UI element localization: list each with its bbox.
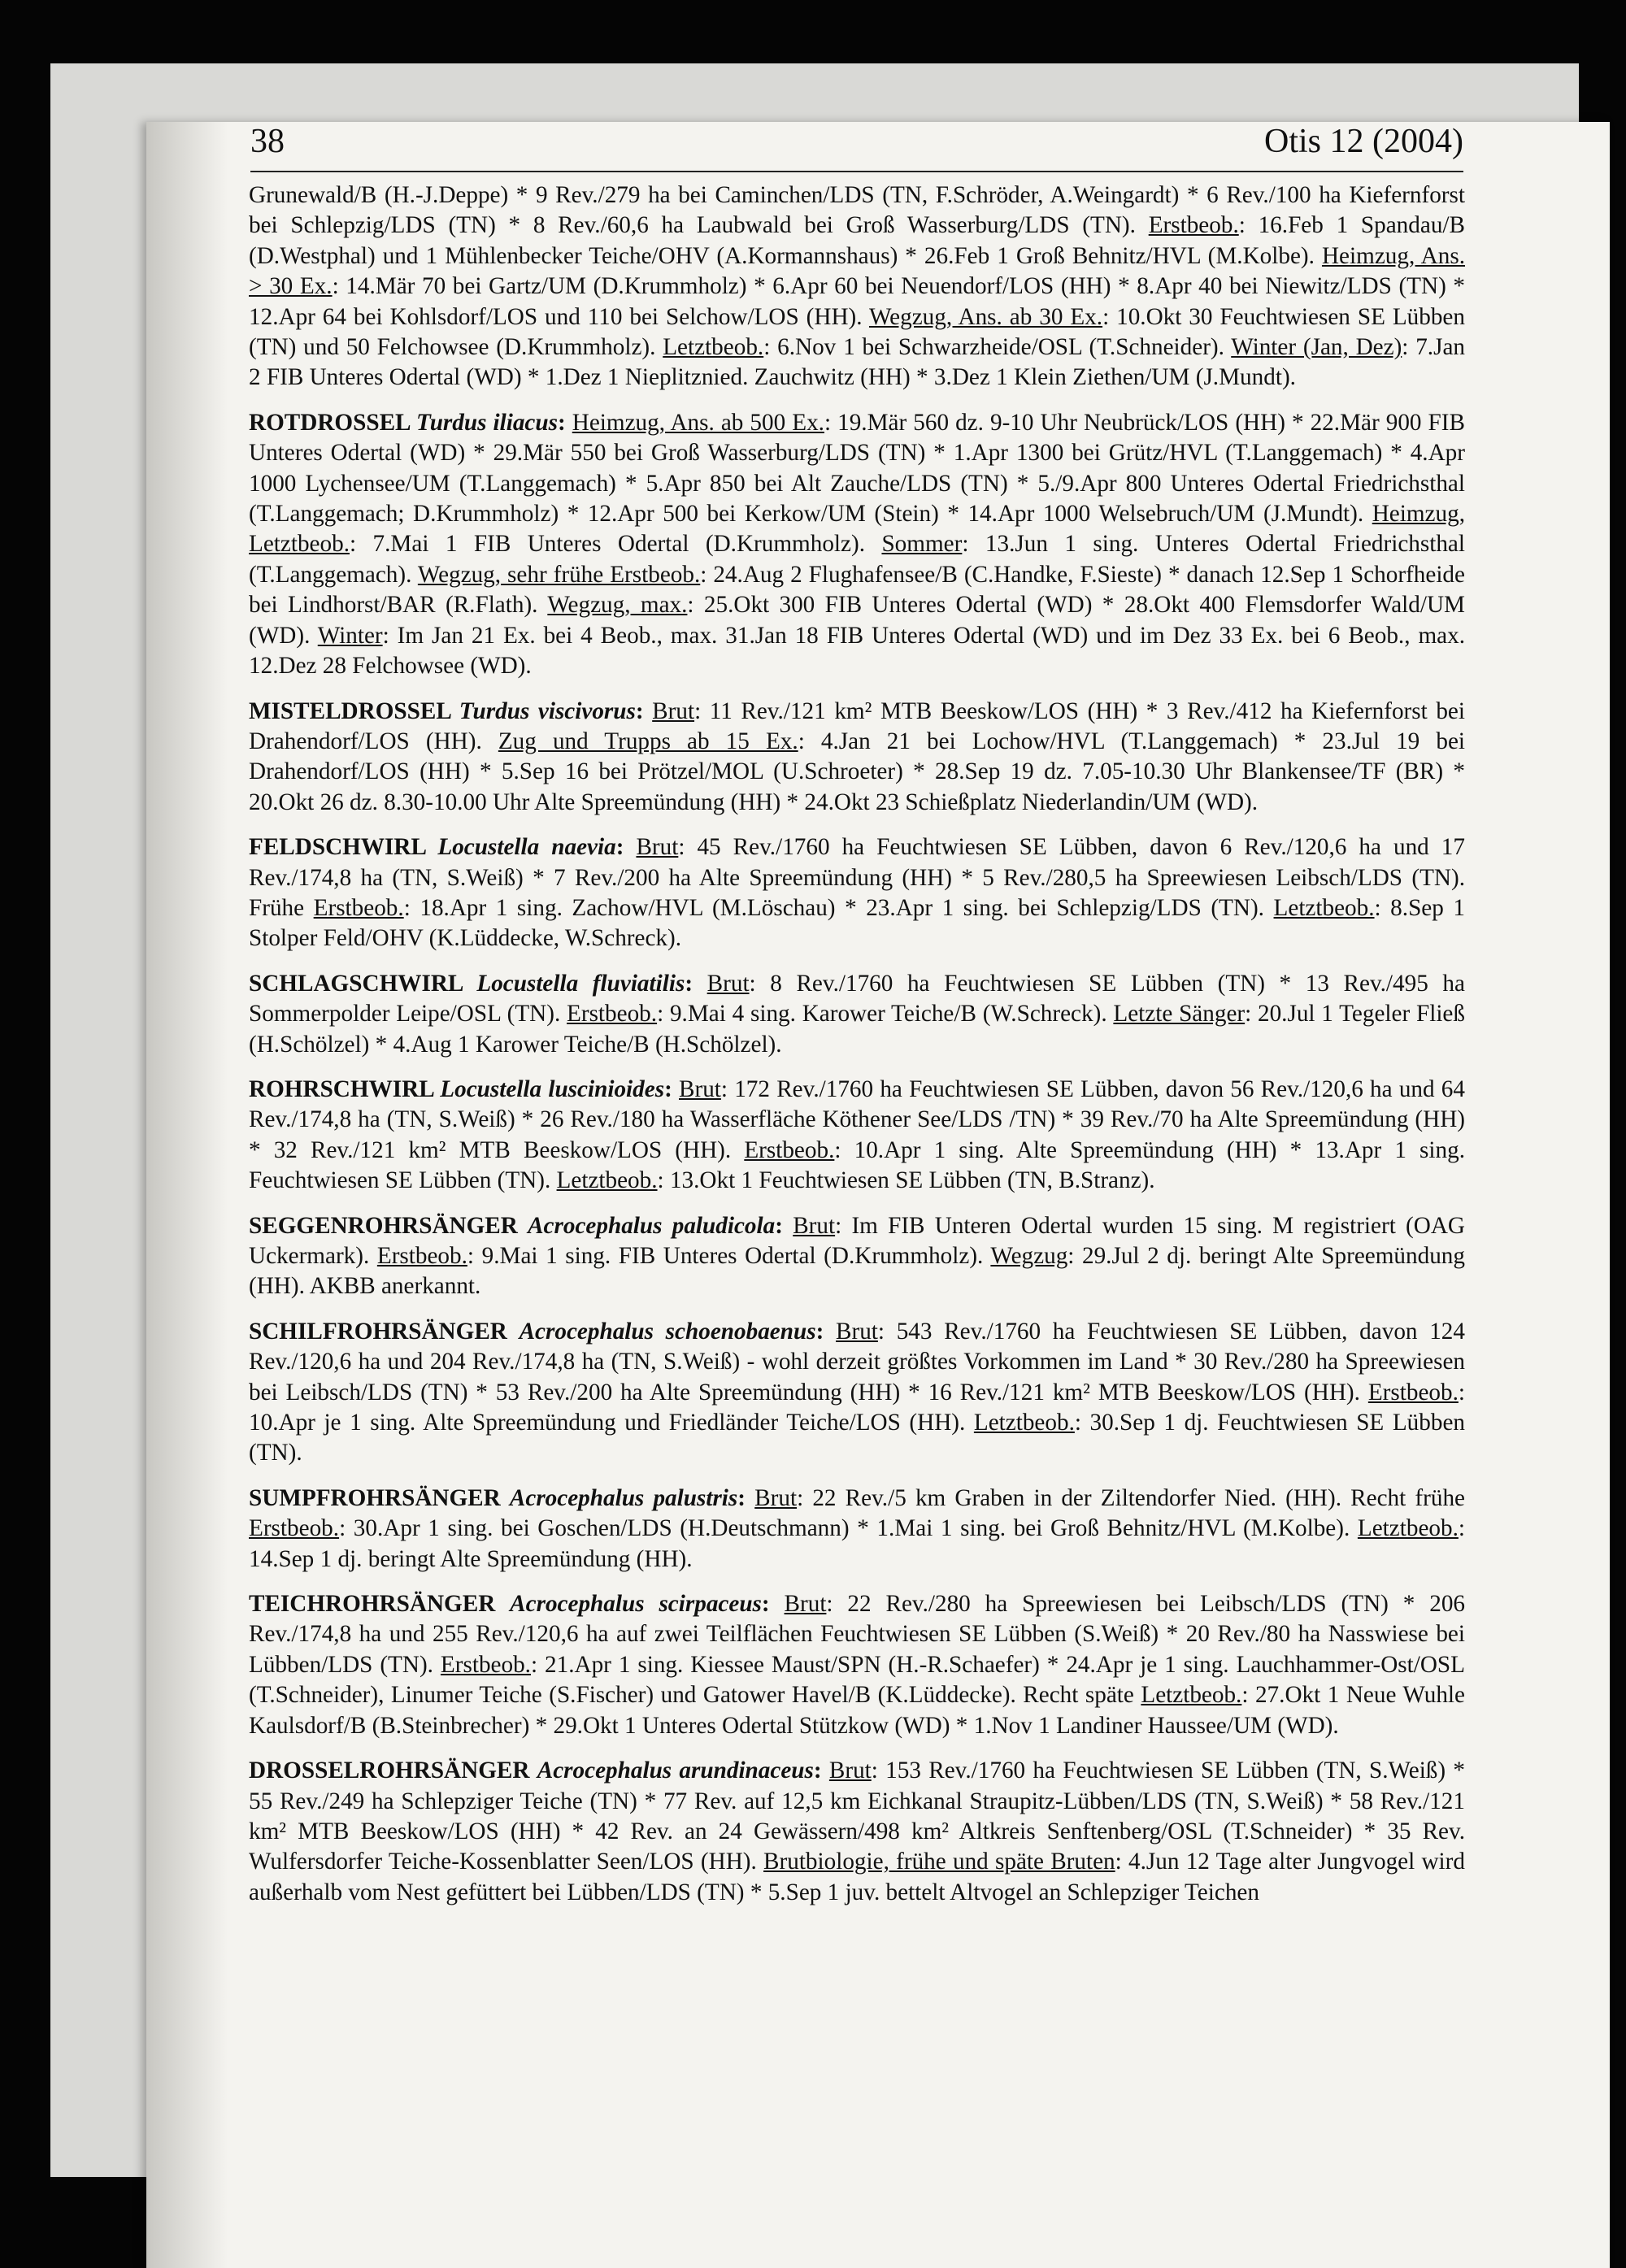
species-name: : <box>737 1484 755 1511</box>
species-name: SEGGENROHRSÄNGER <box>249 1212 528 1239</box>
section-label: Brut <box>836 1318 878 1345</box>
species-name: MISTELDROSSEL <box>249 697 459 724</box>
entry-text: : 153 Rev./1760 ha Feuchtwiesen SE Lübben (TN, S.Weiß) * 55 Rev./249 ha Schlepziger Teiche (TN) * 77 Rev. auf 12,5 km Eichkanal Straupitz-Lübben/LDS (TN, S.Weiß) * 58 Rev./121 km² MTB Beeskow/LOS (HH) * 42 Rev. an 24 Gewässern/498 km² Altkreis Senftenberg/OSL (T.Schneider) * 35 Rev. Wulfersdorfer Teiche-Kossenblatter Seen/LOS (HH). <box>249 1757 1465 1875</box>
entry-text: : 9.Mai 4 sing. Karower Teiche/B (W.Schreck). <box>657 1001 1114 1028</box>
species-entry <box>249 1211 1465 1302</box>
entry-text: : 45 Rev./1760 ha Feuchtwiesen SE Lübben, davon 6 Rev./120,6 ha und 17 Rev./174,8 ha (TN, S.Weiß) * 7 Rev./200 ha Alte Spreemündung (HH) * 5 Rev./280,5 ha Spreewiesen Leibsch/LDS (TN). Frühe <box>249 834 1465 921</box>
entry-text: : 19.Mär 560 dz. 9-10 Uhr Neubrück/LOS (HH) * 22.Mär 900 FIB Unteres Odertal (WD) * 29.Mär 550 bei Groß Wasserburg/LDS (TN) * 1.Apr 1300 bei Grütz/HVL (T.Langgemach) * 4.Apr 1000 Lychensee/UM (T.Langgemach) * 5.Apr 850 bei Alt Zauche/LDS (TN) * 5./9.Apr 800 Unteres Odertal Friedrichsthal (T.Langgemach; D.Krummholz) * 12.Apr 500 bei Kerkow/UM (Stein) * 14.Apr 1000 Welsebruch/UM (J.Mundt). <box>249 409 1465 528</box>
section-label: Brut <box>706 970 750 997</box>
species-scientific-name: Turdus iliacus <box>415 409 558 436</box>
entry-text: : Im FIB Unteren Odertal wurden 15 sing. M registriert (OAG Uckermark). <box>249 1212 1466 1269</box>
species-entry <box>249 832 1465 954</box>
species-name: ROTDROSSEL <box>249 409 416 436</box>
entry-text: : 7.Jan 2 FIB Unteres Odertal (WD) * 1.Dez 1 Nieplitznied. Zauchwitz (HH) * 3.Dez 1 Klein Ziethen/UM (J.Mundt). <box>249 334 1465 391</box>
section-label: Brut <box>828 1757 872 1784</box>
entry-text: : 30.Apr 1 sing. bei Goschen/LDS (H.Deutschmann) * 1.Mai 1 sing. bei Groß Behnitz/HVL (M.Kolbe). <box>339 1515 1358 1542</box>
entry-text: : 18.Apr 1 sing. Zachow/HVL (M.Löschau) * 23.Apr 1 sing. bei Schlepzig/LDS (TN). <box>403 894 1274 921</box>
species-scientific-name: Acrocephalus arundinaceus <box>537 1757 814 1784</box>
species-name: : <box>615 834 637 861</box>
entry-text: : Im Jan 21 Ex. bei 4 Beob., max. 31.Jan 18 FIB Unteres Odertal (WD) und im Dez 33 Ex. bei 6 Beob., max. 12.Dez 28 Felchowsee (WD). <box>249 622 1465 680</box>
section-label: Brut <box>679 1075 721 1102</box>
entry-text: : 14.Mär 70 bei Gartz/UM (D.Krummholz) * 6.Apr 60 bei Neuendorf/LOS (HH) * 8.Apr 40 bei Niewitz/LDS (TN) * 12.Apr 64 bei Kohlsdorf/LOS und 110 bei Selchow/LOS (HH). <box>249 273 1465 330</box>
section-label: Heimzug, Letztbeob. <box>249 501 1465 558</box>
species-entry <box>249 1756 1465 1908</box>
entry-text: : 25.Okt 300 FIB Unteres Odertal (WD) * 28.Okt 400 Flemsdorfer Wald/UM (WD). <box>249 592 1465 649</box>
species-name: TEICHROHRSÄNGER <box>249 1591 511 1618</box>
species-scientific-name: Locustella naevia <box>437 834 616 861</box>
section-label: Brut <box>784 1591 827 1618</box>
species-entry <box>249 180 1465 393</box>
entry-text: : 22 Rev./5 km Graben in der Ziltendorfer Nied. (HH). Recht frühe <box>797 1484 1465 1511</box>
section-label: Erstbeob. <box>440 1651 531 1678</box>
entry-text: : 10.Apr 1 sing. Alte Spreemündung (HH) * 13.Apr 1 sing. Feuchtwiesen SE Lübben (TN). <box>249 1136 1465 1194</box>
section-label: Wegzug, sehr frühe Erstbeob. <box>417 561 701 588</box>
species-name: SCHLAGSCHWIRL <box>249 970 477 997</box>
entry-text: : 8.Sep 1 Stolper Feld/OHV (K.Lüddecke, W.Schreck). <box>249 894 1465 952</box>
entry-text: : 13.Jun 1 sing. Unteres Odertal Friedrichsthal (T.Langgemach). <box>249 531 1466 588</box>
entry-text: : 20.Jul 1 Tegeler Fließ (H.Schölzel) * 4.Aug 1 Karower Teiche/B (H.Schölzel). <box>249 1001 1465 1058</box>
species-name: : <box>664 1075 679 1102</box>
journal-title: Otis 12 (2004) <box>1264 123 1463 160</box>
section-label: Winter (Jan, Dez) <box>1231 334 1402 361</box>
entry-text: : 4.Jan 21 bei Lochow/HVL (T.Langgemach) * 23.Jul 19 bei Drahendorf/LOS (HH) * 5.Sep 16 bei Prötzel/MOL (U.Schroeter) * 28.Sep 19 dz. 7.05-10.30 Uhr Blankensee/TF (BR) * 20.Okt 26 dz. 8.30-10.00 Uhr Alte Spreemündung (HH) * 24.Okt 23 Schießplatz Niederlandin/UM (WD). <box>249 728 1466 815</box>
species-entry <box>249 408 1465 682</box>
entry-text: : 27.Okt 1 Neue Wuhle Kaulsdorf/B (B.Steinbrecher) * 29.Okt 1 Unteres Odertal Stützkow (WD) * 1.Nov 1 Landiner Haussee/UM (WD). <box>249 1682 1465 1739</box>
header-rule <box>250 171 1463 172</box>
species-entry <box>249 969 1465 1060</box>
section-label: Letztbeob. <box>973 1410 1075 1436</box>
entry-text: : 21.Apr 1 sing. Kiessee Maust/SPN (H.-R.Schaefer) * 24.Apr je 1 sing. Lauchhammer-Ost/OSL (T.Schneider), Linumer Teiche (S.Fischer) und Gatower Havel/B (K.Lüddecke). Recht späte <box>249 1651 1465 1709</box>
species-scientific-name: Turdus viscivorus <box>459 697 636 724</box>
section-label: Sommer <box>881 531 963 558</box>
section-label: Erstbeob. <box>1148 212 1239 239</box>
species-scientific-name: Acrocephalus scirpaceus <box>510 1591 762 1618</box>
section-label: Wegzug, max. <box>547 592 688 619</box>
section-label: Brut <box>793 1212 836 1239</box>
species-scientific-name: Locustella luscinioides <box>440 1075 665 1102</box>
section-label: Heimzug, Ans. ab 500 Ex. <box>572 409 824 436</box>
species-name: : <box>685 970 707 997</box>
entry-text: : 9.Mai 1 sing. FIB Unteres Odertal (D.Krummholz). <box>467 1243 991 1269</box>
section-label: Brut <box>754 1484 798 1511</box>
species-entry <box>249 1075 1465 1197</box>
page-number: 38 <box>250 123 285 160</box>
section-label: Brutbiologie, frühe und späte Bruten <box>763 1849 1115 1875</box>
section-label: Letztbeob. <box>1357 1515 1459 1542</box>
section-label: Erstbeob. <box>744 1136 835 1163</box>
species-scientific-name: Acrocephalus palustris <box>509 1484 738 1511</box>
entry-text: : 16.Feb 1 Spandau/B (D.Westphal) und 1 Mühlenbecker Teiche/OHV (A.Kormannshaus) * 26.Feb 1 Groß Behnitz/HVL (M.Kolbe). <box>249 212 1465 269</box>
section-label: Wegzug, Ans. ab 30 Ex. <box>868 303 1103 330</box>
species-name: : <box>775 1212 793 1239</box>
entry-text: : 24.Aug 2 Flughafensee/B (C.Handke, F.Sieste) * danach 12.Sep 1 Schorfheide bei Lindhorst/BAR (R.Flath). <box>249 561 1465 619</box>
section-label: Letztbeob. <box>1141 1682 1242 1709</box>
section-label: Brut <box>636 834 679 861</box>
section-label: Erstbeob. <box>249 1515 340 1542</box>
entry-text: : 30.Sep 1 dj. Feuchtwiesen SE Lübben (TN). <box>249 1410 1465 1466</box>
species-name: : <box>813 1757 829 1784</box>
section-label: Erstbeob. <box>313 894 404 921</box>
section-label: Zug und Trupps ab 15 Ex. <box>498 728 798 754</box>
species-scientific-name: Acrocephalus paludicola <box>528 1212 776 1239</box>
page-gutter-shadow <box>146 122 228 2268</box>
entry-text: : 7.Mai 1 FIB Unteres Odertal (D.Krummholz). <box>350 531 882 558</box>
species-name: ROHRSCHWIRL <box>249 1075 441 1102</box>
species-name: : <box>761 1591 785 1618</box>
section-label: Letztbeob. <box>1273 894 1375 921</box>
species-scientific-name: Acrocephalus schoenobaenus <box>519 1318 816 1345</box>
entry-text: : 14.Sep 1 dj. beringt Alte Spreemündung (HH). <box>249 1515 1465 1572</box>
entry-text: : 172 Rev./1760 ha Feuchtwiesen SE Lübben, davon 56 Rev./120,6 ha und 64 Rev./174,8 ha (TN, S.Weiß) * 26 Rev./180 ha Wasserfläche Köthener See/LDS /TN) * 39 Rev./70 ha Alte Spreemündung (HH) * 32 Rev./121 km² MTB Beeskow/LOS (HH). <box>249 1075 1465 1163</box>
species-entry <box>249 1484 1465 1575</box>
species-name: DROSSELROHRSÄNGER <box>249 1757 537 1784</box>
entry-text: Grunewald/B (H.-J.Deppe) * 9 Rev./279 ha bei Caminchen/LDS (TN, F.Schröder, A.Weingardt) * 6 Rev./100 ha Kiefernforst bei Schlepzig/LDS (TN) * 8 Rev./60,6 ha Laubwald bei Groß Wasserburg/LDS (TN). <box>249 182 1465 239</box>
section-label: Letztbeob. <box>663 334 764 361</box>
entry-text: : 29.Jul 2 dj. beringt Alte Spreemündung (HH). AKBB anerkannt. <box>249 1243 1465 1300</box>
species-name: SCHILFROHRSÄNGER <box>249 1318 520 1345</box>
entry-text: : 8 Rev./1760 ha Feuchtwiesen SE Lübben (TN) * 13 Rev./495 ha Sommerpolder Leipe/OSL (TN). <box>249 970 1465 1028</box>
entry-text: : 13.Okt 1 Feuchtwiesen SE Lübben (TN, B.Stranz). <box>657 1167 1155 1194</box>
section-label: Erstbeob. <box>376 1243 467 1269</box>
species-name: : <box>815 1318 837 1345</box>
species-entry <box>249 697 1465 819</box>
species-name: : <box>557 409 572 436</box>
species-name: : <box>635 697 653 724</box>
section-label: Brut <box>652 697 695 724</box>
species-scientific-name: Locustella fluviatilis <box>476 970 685 997</box>
species-name: SUMPFROHRSÄNGER <box>249 1484 510 1511</box>
entry-text: : 10.Apr je 1 sing. Alte Spreemündung und Friedländer Teiche/LOS (HH). <box>249 1379 1465 1436</box>
section-label: Erstbeob. <box>1367 1379 1459 1406</box>
species-entry <box>249 1317 1465 1469</box>
species-name: FELDSCHWIRL <box>249 834 438 861</box>
entry-text: : 543 Rev./1760 ha Feuchtwiesen SE Lübben, davon 124 Rev./120,6 ha und 204 Rev./174,8 ha (TN, S.Weiß) - wohl derzeit größtes Vorkommen im Land * 30 Rev./280 ha Spreewiesen bei Leibsch/LDS (TN) * 53 Rev./200 ha Alte Spreemündung (HH) * 16 Rev./121 km² MTB Beeskow/LOS (HH). <box>249 1318 1465 1406</box>
entry-text: : 10.Okt 30 Feuchtwiesen SE Lübben (TN) und 50 Felchowsee (D.Krummholz). <box>249 303 1465 361</box>
section-label: Erstbeob. <box>567 1001 658 1028</box>
section-label: Letzte Sänger <box>1113 1001 1246 1028</box>
section-label: Letztbeob. <box>556 1167 658 1194</box>
entry-text: : 4.Jun 12 Tage alter Jungvogel wird außerhalb vom Nest gefüttert bei Lübben/LDS (TN) * 5.Sep 1 juv. bettelt Altvogel an Schlepziger Teichen <box>249 1849 1465 1905</box>
section-label: Heimzug, Ans. > 30 Ex. <box>249 242 1465 300</box>
entry-text: : 11 Rev./121 km² MTB Beeskow/LOS (HH) * 3 Rev./412 ha Kiefernforst bei Drahendorf/LOS (HH). <box>249 697 1465 754</box>
entry-text: : 6.Nov 1 bei Schwarzheide/OSL (T.Schneider). <box>763 334 1232 361</box>
article-body <box>249 180 1465 1923</box>
section-label: Wegzug <box>990 1243 1068 1269</box>
species-entry <box>249 1589 1465 1741</box>
section-label: Winter <box>317 622 383 649</box>
entry-text: : 22 Rev./280 ha Spreewiesen bei Leibsch/LDS (TN) * 206 Rev./174,8 ha und 255 Rev./120,6 ha auf zwei Teilflächen Feuchtwiesen SE Lübben (S.Weiß) * 20 Rev./80 ha Nasswiese bei Lübben/LDS (TN). <box>249 1591 1466 1678</box>
